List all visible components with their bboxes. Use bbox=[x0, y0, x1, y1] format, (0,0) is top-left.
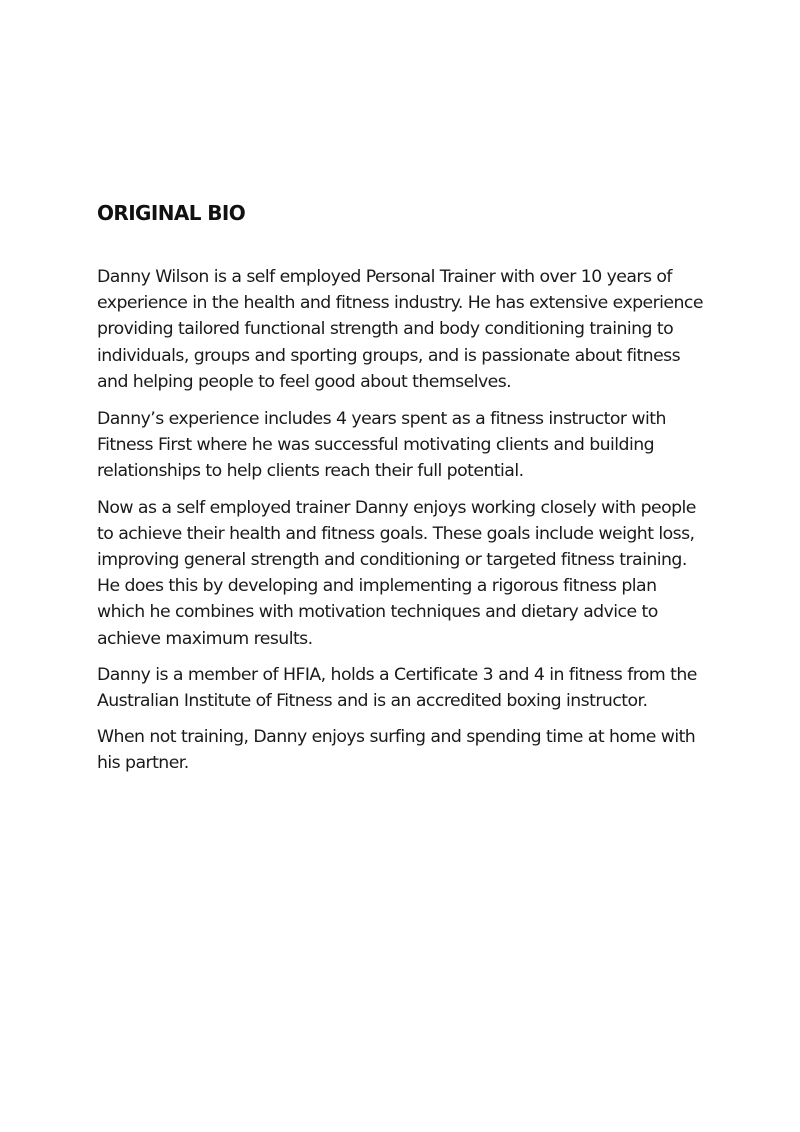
page-title: ORIGINAL BIO bbox=[97, 201, 246, 225]
document-page bbox=[97, 199, 707, 787]
bio-paragraph-experience: Danny’s experience includes 4 years spent as a fitness instructor with Fitness First where he was successful motivating clients and building relationships to help clients reach their full potential. bbox=[97, 409, 666, 482]
bio-paragraph-current-work: Now as a self employed trainer Danny enjoys working closely with people to achieve their health and fitness goals. These goals include weight loss, improving general strength and conditioning or targeted fitness training. He does this by developing and implementing a rigorous fitness plan which he combines with motivation techniques and dietary advice to achieve maximum results. bbox=[97, 497, 696, 649]
bio-paragraph-personal: When not training, Danny enjoys surfing and spending time at home with his partner. bbox=[97, 727, 696, 774]
bio-body bbox=[97, 264, 707, 777]
bio-paragraph-qualifications: Danny is a member of HFIA, holds a Certificate 3 and 4 in fitness from the Australian Institute of Fitness and is an accredited boxing instructor. bbox=[97, 664, 697, 712]
bio-paragraph-intro: Danny Wilson is a self employed Personal Trainer with over 10 years of experience in the health and fitness industry. He has extensive experience providing tailored functional strength and body conditioning training to individuals, groups and sporting groups, and is passionate about fitness and helping people to feel good about themselves. bbox=[97, 267, 703, 392]
